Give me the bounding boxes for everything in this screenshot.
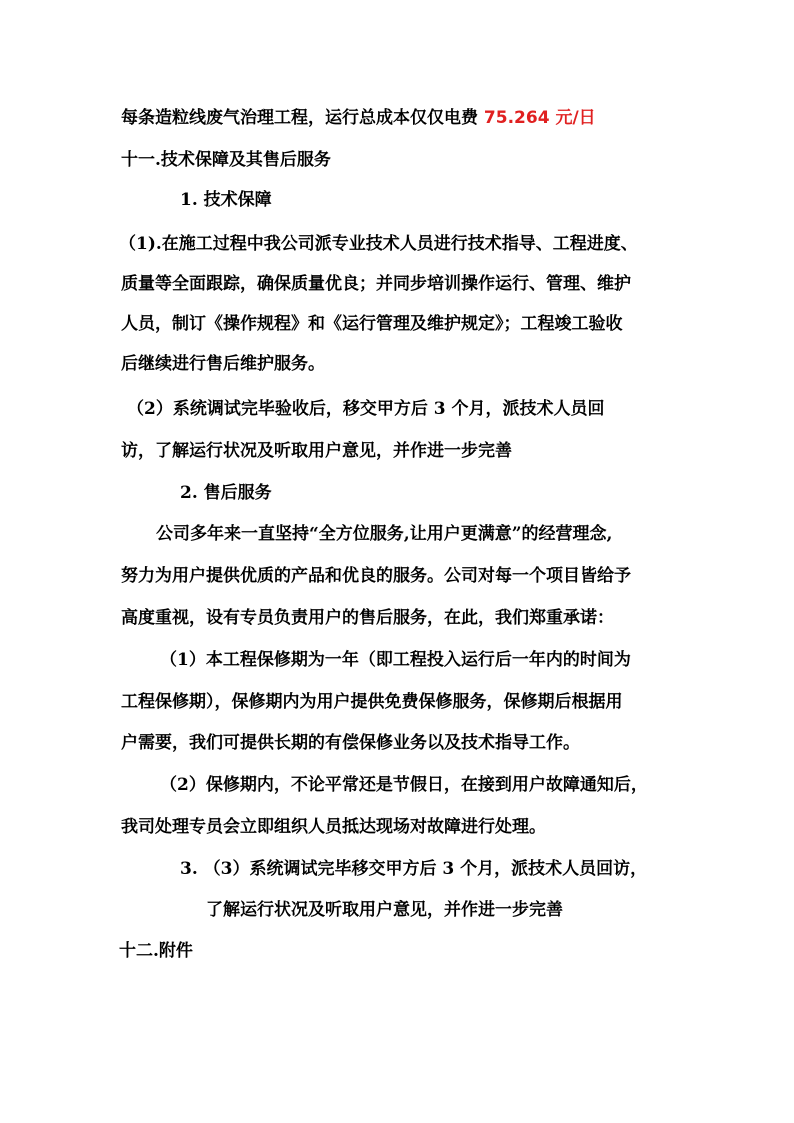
cost-line [121, 106, 596, 130]
section-12-heading: 十二.附件 [119, 941, 193, 961]
subsection-technical-support: 1. 技术保障 [180, 190, 272, 210]
paragraph-1-line-1: （1).在施工过程中我公司派专业技术人员进行技术指导、工程进度、 [119, 234, 638, 254]
paragraph-3-line-2: 努力为用户提供优质的产品和优良的服务。公司对每一个项目皆给予 [121, 566, 631, 586]
paragraph-4-line-3: 户需要，我们可提供长期的有偿保修业务以及技术指导工作。 [121, 733, 580, 753]
paragraph-5-line-2: 我司处理专员会立即组织人员抵达现场对故障进行处理。 [121, 817, 546, 837]
paragraph-1-line-3: 人员，制订《操作规程》和《运行管理及维护规定》；工程竣工验收 [121, 314, 623, 334]
subsection-after-sales: 2. 售后服务 [180, 483, 272, 503]
section-11-heading: 十一.技术保障及其售后服务 [121, 150, 331, 170]
paragraph-2-line-1: （2）系统调试完毕验收后，移交甲方后 3 个月，派技术人员回 [127, 399, 605, 419]
cost-line-text: 每条造粒线废气治理工程，运行总成本仅仅电费 [121, 108, 484, 128]
paragraph-3-line-1: 公司多年来一直坚持“全方位服务,让用户更满意”的经营理念, [156, 524, 613, 544]
paragraph-3-line-3: 高度重视，设有专员负责用户的售后服务，在此，我们郑重承诺： [121, 608, 614, 628]
cost-value: 75.264 元/日 [483, 108, 596, 128]
paragraph-1-line-2: 质量等全面跟踪，确保质量优良；并同步培训操作运行、管理、维护 [121, 274, 631, 294]
paragraph-1-line-4: 后继续进行售后维护服务。 [121, 354, 325, 374]
paragraph-4-line-1: （1）本工程保修期为一年（即工程投入运行后一年内的时间为 [160, 650, 631, 670]
paragraph-4-line-2: 工程保修期），保修期内为用户提供免费保修服务，保修期后根据用 [121, 692, 623, 712]
paragraph-2-line-2: 访，了解运行状况及听取用户意见，并作进一步完善 [121, 441, 512, 461]
item-3-line-1: 3. （3）系统调试完毕移交甲方后 3 个月，派技术人员回访， [180, 859, 648, 879]
item-3-line-2: 了解运行状况及听取用户意见，并作进一步完善 [206, 900, 563, 920]
paragraph-5-line-1: （2）保修期内，不论平常还是节假日，在接到用户故障通知后， [160, 775, 648, 795]
